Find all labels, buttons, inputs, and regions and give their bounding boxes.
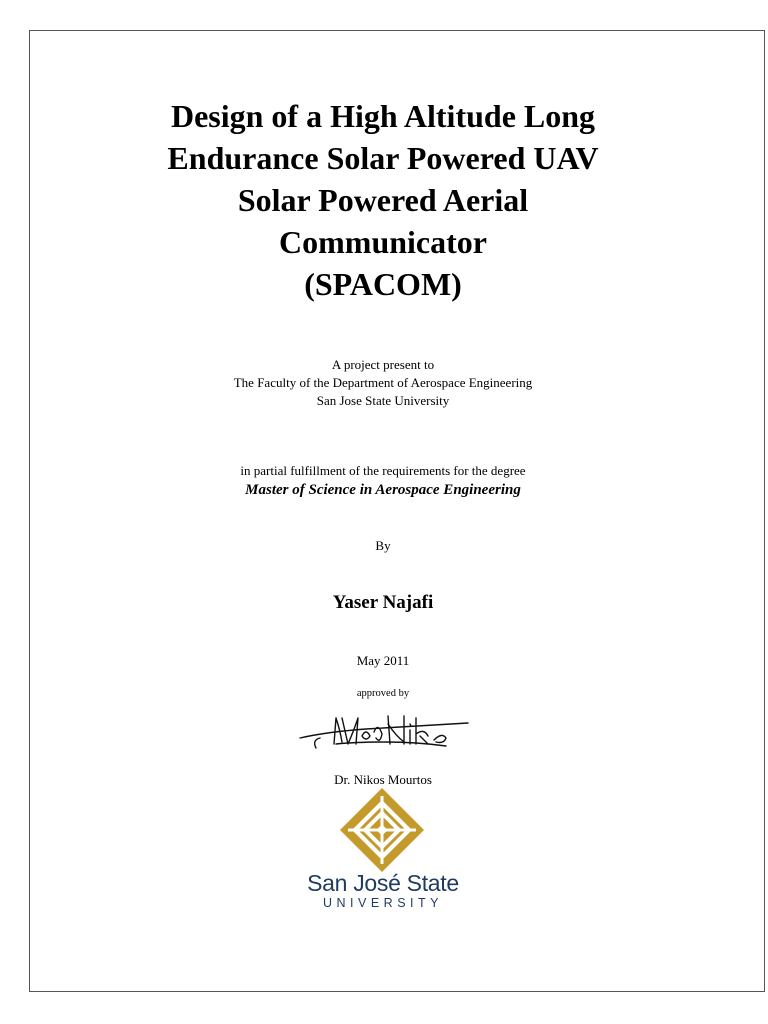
title-line: Communicator (279, 224, 487, 260)
fulfillment-line: in partial fulfillment of the requirements for the degree (240, 463, 526, 478)
author-block (29, 591, 737, 615)
approved-label: approved by (356, 688, 410, 699)
degree-name: Master of Science in Aerospace Engineering (245, 482, 521, 498)
approved-block (29, 687, 737, 701)
title-line: Endurance Solar Powered UAV (167, 140, 599, 176)
by-block (29, 537, 737, 555)
date: May 2011 (356, 653, 410, 668)
logo-subtitle: UNIVERSITY (322, 896, 443, 910)
date-block (29, 652, 737, 670)
by-label: By (375, 538, 391, 553)
title-line: Design of a High Altitude Long (170, 98, 596, 134)
presentation-line: The Faculty of the Department of Aerospace Engineering (233, 375, 533, 390)
title-line: (SPACOM) (304, 266, 462, 302)
approver-name: Dr. Nikos Mourtos (334, 772, 432, 787)
author-name: Yaser Najafi (332, 592, 434, 613)
presentation-block (29, 356, 737, 410)
presentation-line: A project present to (331, 357, 435, 372)
fulfillment-block (29, 462, 737, 500)
presentation-line: San Jose State University (316, 393, 450, 408)
title-line: Solar Powered Aerial (237, 182, 529, 218)
university-seal-icon (338, 786, 426, 874)
logo-name: San José State (307, 870, 459, 896)
signature-icon (296, 702, 472, 762)
title-block (29, 95, 737, 305)
